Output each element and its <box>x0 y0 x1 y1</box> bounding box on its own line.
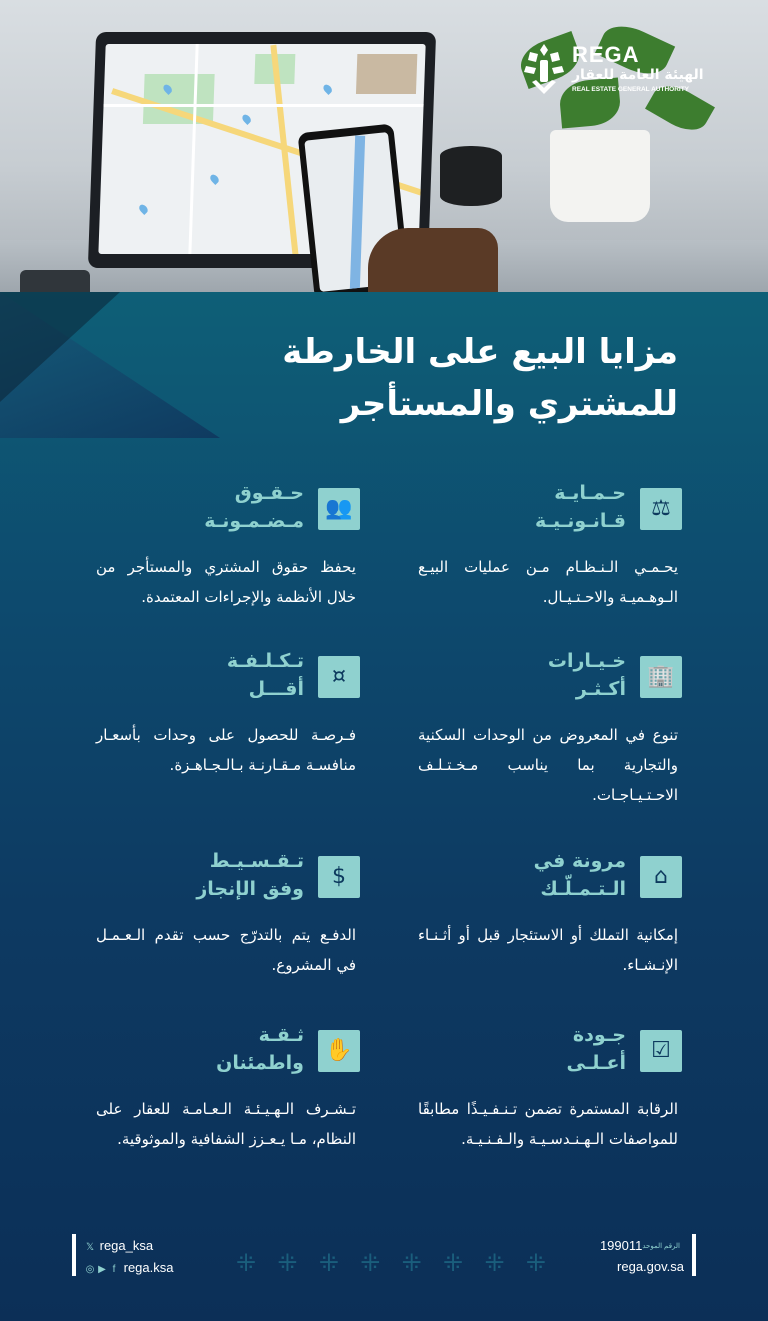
logo-subtitle: REAL ESTATE GENERAL AUTHORITY <box>572 86 690 93</box>
social-handle: rega.ksa <box>123 1260 174 1275</box>
ownership-icon: ⌂ <box>640 856 682 898</box>
facebook-icon: f <box>112 1264 116 1275</box>
checklist-icon: ☑ <box>640 1030 682 1072</box>
feature-title-1: حـمـايـة <box>554 482 626 504</box>
feature-description: إمكانية التملك أو الاستئجار قبل أو أثـنـاء الإنـشـاء. <box>418 926 678 974</box>
feature-title-2: وفق الإنجاز <box>196 878 304 900</box>
feature-description: يحـمـي الـنـظـام مـن عمليات البيـع الـوهـميـة والاحـتـيـال. <box>418 558 678 606</box>
buildings-icon: 🏢 <box>640 656 682 698</box>
logo-english-text: REGA <box>572 42 640 67</box>
feature-description: تنوع في المعروض من الوحدات السكنية والتجارية بما يناسب مـخـتـلـف الاحـتـيـاجـات. <box>418 726 678 804</box>
feature-title-2: واطمئنان <box>216 1052 304 1074</box>
feature-description: تـشـرف الـهـيـئـة الـعـامـة للعقار على النظام، مـا يـعـزز الشفافية والموثوقية. <box>96 1100 356 1148</box>
feature-title-1: ثـقـة <box>258 1024 304 1046</box>
instagram-icon: ◎ <box>85 1264 95 1275</box>
feature-title-2: قـانـونـيـة <box>534 510 626 532</box>
plant-pot-illustration <box>550 130 650 222</box>
logo-arabic-text: الهيئة العامة للعقار <box>572 67 704 83</box>
handshake-icon: ✋ <box>318 1030 360 1072</box>
footer <box>0 1234 768 1284</box>
feature-card-higher-quality <box>418 1024 678 1148</box>
cash-icon: $ <box>318 856 360 898</box>
feature-description: الرقابة المستمرة تضمن تـنـفـيـذًا مطابقًا للمواصفات الـهـنـدسـيـة والـفـنـيـة. <box>418 1100 678 1148</box>
footer-pattern: ⁜ ⁜ ⁜ ⁜ ⁜ ⁜ ⁜ ⁜ <box>236 1249 546 1277</box>
feature-title-2: أقـــل <box>248 678 304 700</box>
feature-description: الدفـع يتم بالتدرّج حسب تقدم الـعـمـل في المشروع. <box>96 926 356 974</box>
website-link[interactable]: rega.gov.sa <box>617 1258 684 1274</box>
feature-description: فـرصـة للحصول على وحدات بأسعـار منافسـة مـقـارنـة بـالـجـاهـزة. <box>96 726 356 774</box>
title-line-1: مزايا البيع على الخارطة <box>282 332 678 372</box>
footer-bracket-right <box>692 1234 696 1276</box>
feature-title-1: تـقـسـيـط <box>209 850 304 872</box>
social-links <box>84 1236 174 1280</box>
feature-description: يحفظ حقوق المشتري والمستأجر من خلال الأنظمة والإجراءات المعتمدة. <box>96 558 356 606</box>
phone-link[interactable] <box>600 1236 684 1257</box>
footer-bracket-left <box>72 1234 76 1276</box>
guaranteed-rights-icon: 👥 <box>318 488 360 530</box>
feature-title-2: مـضـمـونـة <box>204 510 304 532</box>
twitter-handle: rega_ksa <box>99 1238 154 1253</box>
hand-illustration <box>368 228 498 298</box>
feature-title-1: حـقـوق <box>234 482 304 504</box>
rega-logo-mark <box>522 42 566 96</box>
feature-title-2: أكـثـر <box>575 678 626 700</box>
feature-card-trust <box>96 1024 356 1148</box>
speaker-illustration <box>440 146 502 206</box>
phone-number: 199011 <box>599 1238 643 1253</box>
x-icon: 𝕏 <box>85 1242 95 1253</box>
feature-card-ownership-flexibility <box>418 850 678 974</box>
feature-title-1: جـودة <box>572 1024 626 1046</box>
coins-icon: ¤ <box>318 656 360 698</box>
social-handle-link[interactable] <box>84 1258 174 1280</box>
rega-logo <box>522 42 722 102</box>
feature-card-installments <box>96 850 356 974</box>
feature-card-more-options <box>418 650 678 804</box>
feature-card-guaranteed-rights <box>96 482 356 606</box>
title-line-2: للمشتري والمستأجر <box>340 384 678 424</box>
legal-protection-icon: ⚖ <box>640 488 682 530</box>
feature-card-legal-protection <box>418 482 678 606</box>
page-title <box>218 326 678 430</box>
contact-info <box>600 1236 684 1277</box>
unified-number-label: الرقم الموحد <box>642 1242 680 1250</box>
feature-card-lower-cost <box>96 650 356 774</box>
feature-title-2: أعـلـى <box>566 1052 626 1074</box>
feature-title-1: مرونة في <box>533 850 626 872</box>
twitter-link[interactable] <box>84 1236 174 1258</box>
youtube-icon: ▶ <box>98 1264 106 1275</box>
feature-title-1: تـكـلـفـة <box>226 650 304 672</box>
feature-title-2: الـتـمـلّـك <box>540 878 626 900</box>
feature-title-1: خـيـارات <box>547 650 626 672</box>
